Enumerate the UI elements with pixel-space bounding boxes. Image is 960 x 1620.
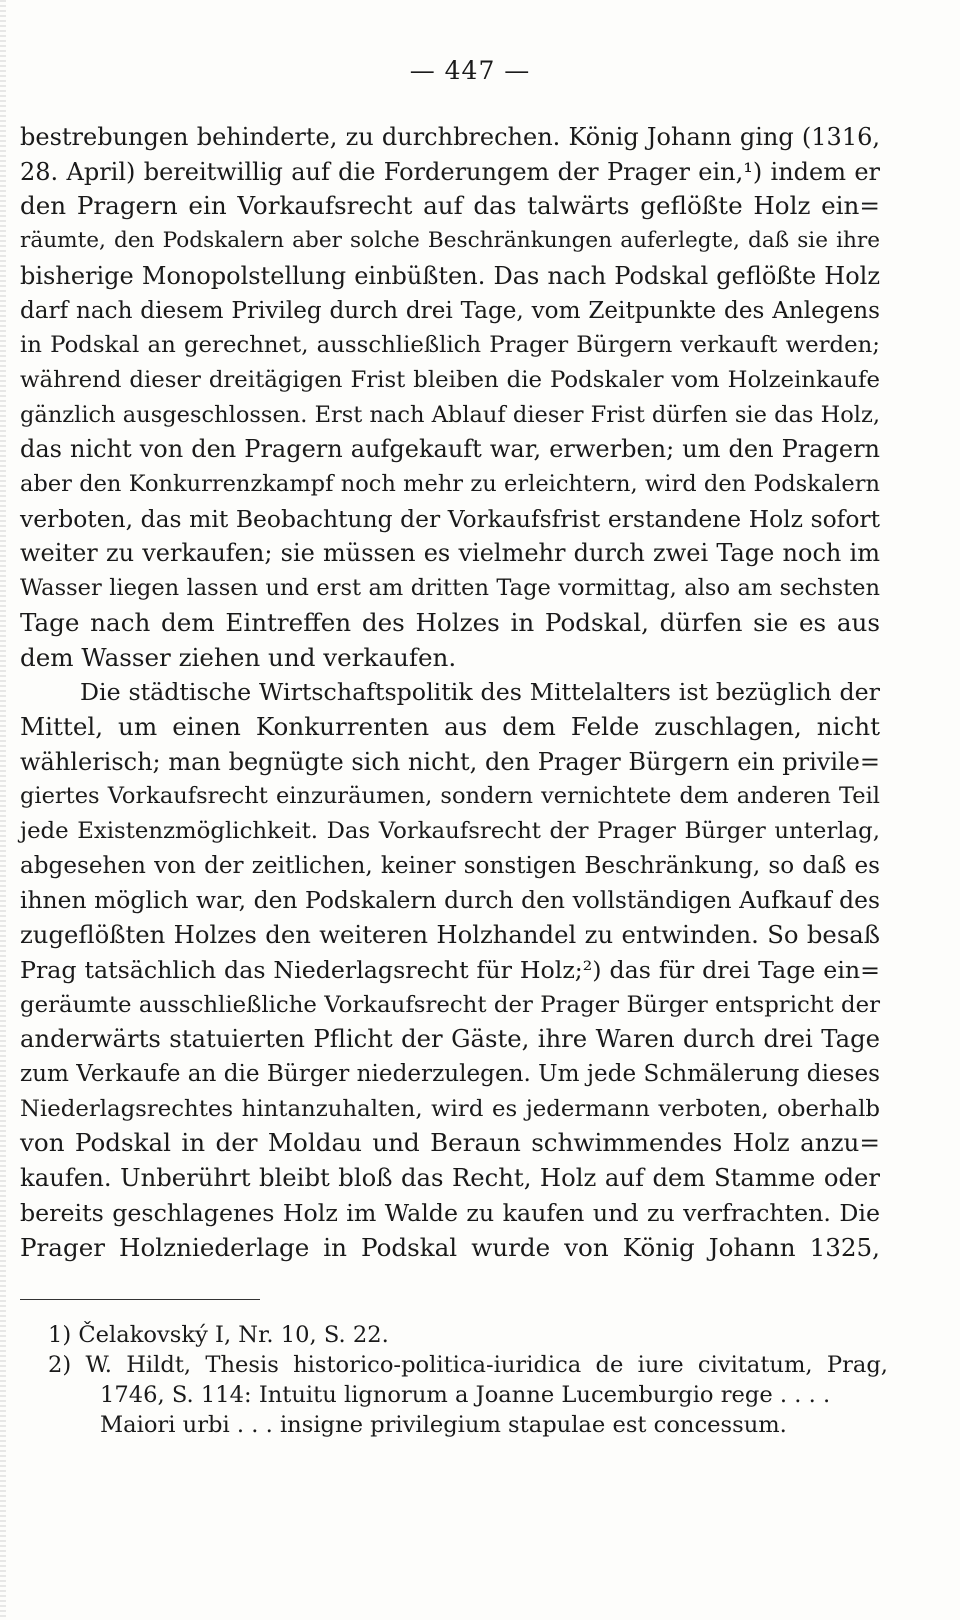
text-line: geräumte ausschließliche Vorkaufsrecht der Prager Bürger entspricht der (20, 991, 880, 1018)
body-text (20, 120, 880, 1265)
text-line: darf nach diesem Privileg durch drei Tage, vom Zeitpunkte des Anlegens (20, 297, 880, 324)
page-number: — 447 — (409, 56, 531, 85)
text-line: Die städtische Wirtschaftspolitik des Mittelalters ist bezüglich der (80, 678, 880, 707)
text-line: räumte, den Podskalern aber solche Beschränkungen auferlegte, daß sie ihre (20, 228, 880, 254)
text-line: bisherige Monopolstellung einbüßten. Das nach Podskal geflößte Holz (20, 261, 880, 290)
text-line: den Pragern ein Vorkaufsrecht auf das talwärts geflößte Holz ein= (20, 191, 880, 221)
text-line: das nicht von den Pragern aufgekauft war, erwerben; um den Pragern (20, 435, 880, 464)
text-line: anderwärts statuierten Pflicht der Gäste, ihre Waren durch drei Tage (20, 1024, 880, 1054)
text-line: zugeflößten Holzes den weiteren Holzhandel zu entwinden. So besaß (20, 920, 880, 950)
footnote-2: 2) W. Hildt, Thesis historico-politica-iuridica de iure civitatum, Prag, (48, 1352, 888, 1378)
text-line: Mittel, um einen Konkurrenten aus dem Felde zuschlagen, nicht (20, 711, 880, 741)
text-line: verboten, das mit Beobachtung der Vorkaufsfrist erstandene Holz sofort (20, 504, 880, 533)
text-line: bereits geschlagenes Holz im Walde zu kaufen und zu verfrachten. Die (20, 1198, 880, 1227)
paragraph-2 (20, 675, 880, 1265)
book-page (20, 0, 888, 1620)
paragraph-1 (20, 120, 880, 675)
text-line: wählerisch; man begnügte sich nicht, den Prager Bürgern ein privile= (20, 747, 880, 776)
text-line: jede Existenzmöglichkeit. Das Vorkaufsrecht der Prager Bürger unterlag, (20, 818, 880, 845)
scan-edge (0, 0, 6, 1620)
footnote-1: 1) Čelakovský I, Nr. 10, S. 22. (48, 1322, 389, 1348)
footnote-2-continued: 1746, S. 114: Intuitu lignorum a Joanne Lucemburgio rege . . . . (100, 1382, 831, 1408)
text-line: kaufen. Unberührt bleibt bloß das Recht, Holz auf dem Stamme oder (20, 1163, 880, 1193)
text-line: abgesehen von der zeitlichen, keiner sonstigen Beschränkung, so daß es (20, 852, 880, 879)
text-line: Wasser liegen lassen und erst am dritten Tage vormittag, also am sechsten (20, 575, 880, 602)
text-line: gänzlich ausgeschlossen. Erst nach Ablauf dieser Frist dürfen sie das Holz, (20, 401, 880, 428)
text-line: in Podskal an gerechnet, ausschließlich Prager Bürgern verkauft werden; (20, 332, 880, 359)
text-line: Niederlagsrechtes hintanzuhalten, wird es jedermann verboten, oberhalb (20, 1095, 880, 1122)
footnote-2-continued: Maiori urbi . . . insigne privilegium stapulae est concessum. (100, 1412, 787, 1438)
text-line: während dieser dreitägigen Frist bleiben die Podskaler vom Holzeinkaufe (20, 366, 880, 393)
text-line: weiter zu verkaufen; sie müssen es vielmehr durch zwei Tage noch im (20, 539, 880, 568)
text-line: zum Verkaufe an die Bürger niederzulegen. Um jede Schmälerung dieses (20, 1060, 880, 1087)
text-line: bestrebungen behinderte, zu durchbrechen. König Johann ging (1316, (20, 123, 880, 151)
text-line: Tage nach dem Eintreffen des Holzes in Podskal, dürfen sie es aus (20, 607, 880, 637)
text-line: 28. April) bereitwillig auf die Forderungem der Prager ein,¹) indem er (20, 157, 880, 186)
footnotes (48, 1320, 888, 1440)
text-line: ihnen möglich war, den Podskalern durch den vollständigen Aufkauf des (20, 886, 880, 915)
footnote-divider (20, 1299, 260, 1300)
text-line: aber den Konkurrenzkampf noch mehr zu erleichtern, wird den Podskalern (20, 471, 880, 498)
text-line: von Podskal in der Moldau und Beraun schwimmendes Holz anzu= (20, 1128, 880, 1158)
text-line: Prag tatsächlich das Niederlagsrecht für Holz;²) das für drei Tage ein= (20, 955, 880, 984)
text-line: Prager Holzniederlage in Podskal wurde von König Johann 1325, (20, 1232, 880, 1262)
text-line: giertes Vorkaufsrecht einzuräumen, sondern vernichtete dem anderen Teil (20, 783, 880, 810)
text-line: dem Wasser ziehen und verkaufen. (20, 642, 457, 672)
